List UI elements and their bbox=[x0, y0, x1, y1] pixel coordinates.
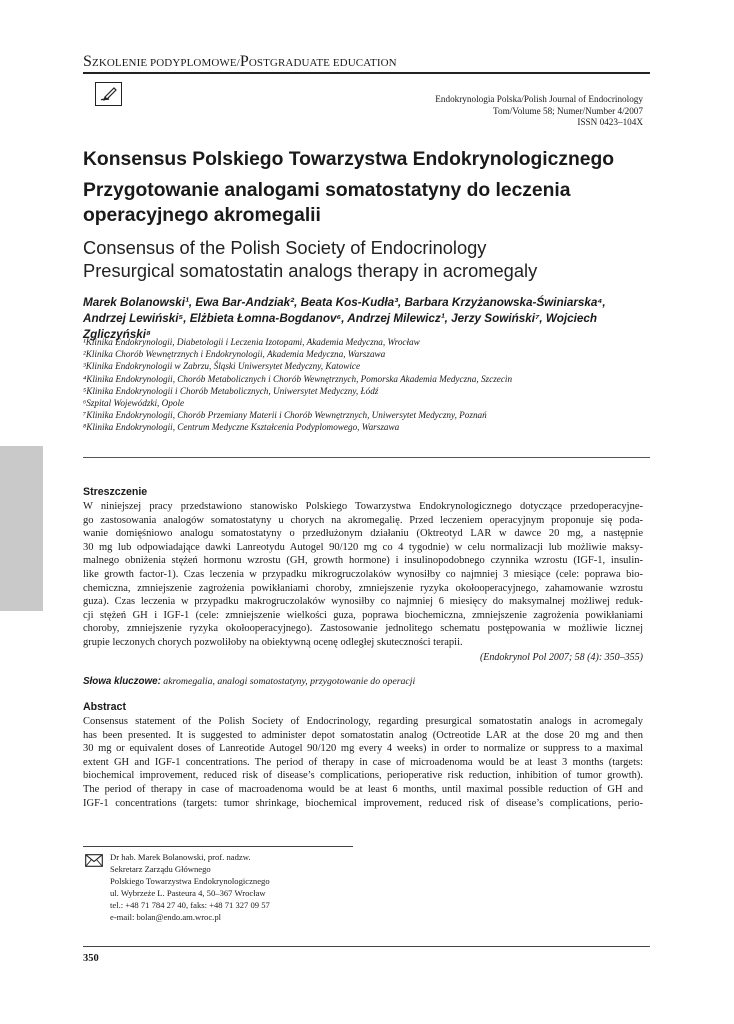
paragraph-line: go zastosowania analogów somatostatyny u chorych na akromegalię. Przed leczeniem operacyjnym proponuje się poda- bbox=[83, 514, 643, 526]
paragraph-line: cji stężeń GH i IGF-1 (cele: zmniejszenie wielkości guza, poprawa biochemiczna, zmniejszenie zagrożenia powikłaniami bbox=[83, 609, 643, 621]
affiliation: ⁵Klinika Endokrynologii i Chorób Metabolicznych, Uniwersytet Medyczny, Łódź bbox=[83, 385, 379, 396]
citation: (Endokrynol Pol 2007; 58 (4): 350–355) bbox=[479, 652, 643, 663]
paragraph-line: malnego obniżenia stężeń hormonu wzrostu (GH, growth hormone) i insulinopodobnego czynnika wzrostu (IGF-1, insulin- bbox=[83, 555, 643, 567]
keywords-label: Słowa kluczowe: bbox=[83, 676, 161, 687]
affiliation: ⁷Klinika Endokrynologii, Chorób Przemiany Materii i Chorób Wewnętrznych, Uniwersytet Medyczny, Poznań bbox=[83, 410, 487, 421]
contact-line: Sekretarz Zarządu Głównego bbox=[110, 863, 211, 874]
side-tab-marker bbox=[0, 446, 43, 611]
affiliation: ²Klinika Chorób Wewnętrznych i Endokrynologii, Akademia Medyczna, Warszawa bbox=[83, 349, 386, 360]
affiliation-list bbox=[83, 336, 653, 434]
journal-volume: Tom/Volume 58; Numer/Number 4/2007 bbox=[493, 105, 643, 116]
correspondence-address bbox=[110, 852, 270, 923]
paragraph-line: choroby, zmniejszenie ryzyka okołooperacyjnego). Zastosowanie jednolitego schematu postępowania w możliwie licznej bbox=[83, 623, 643, 635]
keywords-text: akromegalia, analogi somatostatyny, przygotowanie do operacji bbox=[160, 676, 416, 687]
paragraph-line: like growth factor-1). Czas leczenia w przypadku mikrogruczolaków wynosiłby co najmniej 3 miesiące (cele: poprawa bio- bbox=[83, 568, 643, 580]
paper-title bbox=[83, 147, 653, 228]
section-header bbox=[83, 53, 397, 71]
paragraph-line: 30 mg lub odpowiadające dawki Lanreotydu Autogel 90/120 mg co 4 tygodnie) w celu normalizacji lub możliwie maksy- bbox=[83, 541, 643, 553]
paragraph-line: grupie leczonych chorych pozwoliłoby na obiektywną ocenę odległej skuteczności terapii. bbox=[83, 636, 463, 648]
pen-icon bbox=[95, 82, 122, 106]
paragraph-line: guza). Czas leczenia w przypadku makrogruczolaków wynosiłby co najmniej 6 miesięcy do maksymalnej możliwej reduk- bbox=[83, 596, 643, 608]
title-en-line: Presurgical somatostatin analogs therapy in acromegaly bbox=[83, 260, 538, 281]
affiliation: ³Klinika Endokrynologii w Zabrzu, Śląski Uniwersytet Medyczny, Katowice bbox=[83, 361, 361, 372]
page-number: 350 bbox=[83, 953, 99, 964]
affiliation: ⁸Klinika Endokrynologii, Centrum Medyczne Kształcenia Podyplomowego, Warszawa bbox=[83, 422, 400, 433]
paragraph-line: 30 mg or equivalent doses of Lanreotide Autogel 90/120 mg every 4 weeks) in order to normalize or suppress to a maximal bbox=[83, 743, 643, 755]
section-header-cap: S bbox=[83, 53, 92, 70]
title-line: Konsensus Polskiego Towarzystwa Endokrynologicznego bbox=[83, 149, 615, 170]
contact-line: Polskiego Towarzystwa Endokrynologicznego bbox=[110, 875, 270, 886]
section-header-text: ZKOLENIE PODYPLOMOWE/ bbox=[92, 57, 240, 69]
contact-line: Dr hab. Marek Bolanowski, prof. nadzw. bbox=[110, 852, 251, 862]
section-header-cap: P bbox=[239, 53, 249, 70]
footer-rule bbox=[83, 946, 650, 947]
contact-line: tel.: +48 71 784 27 40, faks: +48 71 327 09 57 bbox=[110, 899, 270, 910]
section-header-text: OSTGRADUATE EDUCATION bbox=[248, 57, 397, 69]
journal-issn: ISSN 0423–104X bbox=[577, 117, 643, 128]
envelope-icon bbox=[85, 854, 103, 872]
affiliation: ⁴Klinika Endokrynologii, Chorób Metabolicznych i Chorób Wewnętrznych, Pomorska Akademia Medyczna, Szczecin bbox=[83, 373, 513, 384]
section-divider bbox=[83, 457, 650, 458]
streszczenie-heading: Streszczenie bbox=[83, 486, 148, 498]
paragraph-line: chemiczna, zmniejszenie zagrożenia powikłaniami choroby, zmniejszenie ryzyka okołooperacyjnego, zahamowanie wzrostu bbox=[83, 582, 643, 594]
paragraph-line: extent GH and IGF-1 concentrations. The period of therapy in case of microadenoma would be at least 3 months (targets: bbox=[83, 756, 643, 768]
affiliation: ¹Klinika Endokrynologii, Diabetologii i Leczenia Izotopami, Akademia Medyczna, Wrocław bbox=[83, 337, 420, 347]
abstract-heading: Abstract bbox=[83, 701, 126, 713]
paragraph-line: Consensus statement of the Polish Society of Endocrinology, regarding presurgical somatostatin analogs in acromegaly bbox=[83, 716, 643, 727]
keywords bbox=[83, 676, 415, 687]
paragraph-line: The period of therapy in case of macroadenoma would be at least 6 months, until maximal possible reduction of GH and bbox=[83, 783, 643, 795]
streszczenie-body bbox=[83, 500, 643, 650]
paragraph-line: has been presented. It is suggested to administer depot somatostatin analog (Octreotide LAR at the dose 20 mg and then bbox=[83, 729, 643, 741]
author-line: Andrzej Lewiński⁵, Elżbieta Łomna-Bogdanov⁶, Andrzej Milewicz¹, Jerzy Sowiński⁷, Wojciech Zgliczyński⁸ bbox=[83, 311, 598, 341]
journal-info bbox=[435, 94, 643, 129]
journal-name: Endokrynologia Polska/Polish Journal of Endocrinology bbox=[435, 94, 643, 104]
abstract-body bbox=[83, 715, 643, 810]
contact-email: e-mail: bolan@endo.am.wroc.pl bbox=[110, 911, 222, 922]
author-line: Marek Bolanowski¹, Ewa Bar-Andziak², Beata Kos-Kudła³, Barbara Krzyżanowska-Świniarska⁴, bbox=[83, 296, 606, 309]
affiliation: ⁶Szpital Wojewódzki, Opole bbox=[83, 398, 185, 409]
title-line: operacyjnego akromegalii bbox=[83, 205, 321, 226]
title-en-line: Consensus of the Polish Society of Endocrinology bbox=[83, 237, 487, 258]
paper-title-english bbox=[83, 236, 653, 282]
contact-line: ul. Wybrzeże L. Pasteura 4, 50–367 Wrocław bbox=[110, 887, 266, 898]
paragraph-line: W niniejszej pracy przedstawiono stanowisko Polskiego Towarzystwa Endokrynologicznego dotyczące przedoperacyjne- bbox=[83, 501, 643, 512]
paragraph-line: biochemical improvement, reduced risk of disease’s complications, perioperative risk reduction, inhibition of tumor growth). bbox=[83, 770, 643, 782]
header-rule bbox=[83, 72, 650, 74]
paragraph-line: wanie domięśniowo analogu somatostatyny o przedłużonym działaniu (Oktreotyd LAR w dawce 20 mg, a następnie bbox=[83, 528, 643, 540]
title-line: Przygotowanie analogami somatostatyny do leczenia bbox=[83, 180, 571, 201]
contact-rule bbox=[83, 846, 353, 847]
paragraph-line: IGF-1 concentrations (targets: tumor shrinkage, biochemical improvement, reduced risk of disease’s complications, perio- bbox=[83, 797, 643, 809]
